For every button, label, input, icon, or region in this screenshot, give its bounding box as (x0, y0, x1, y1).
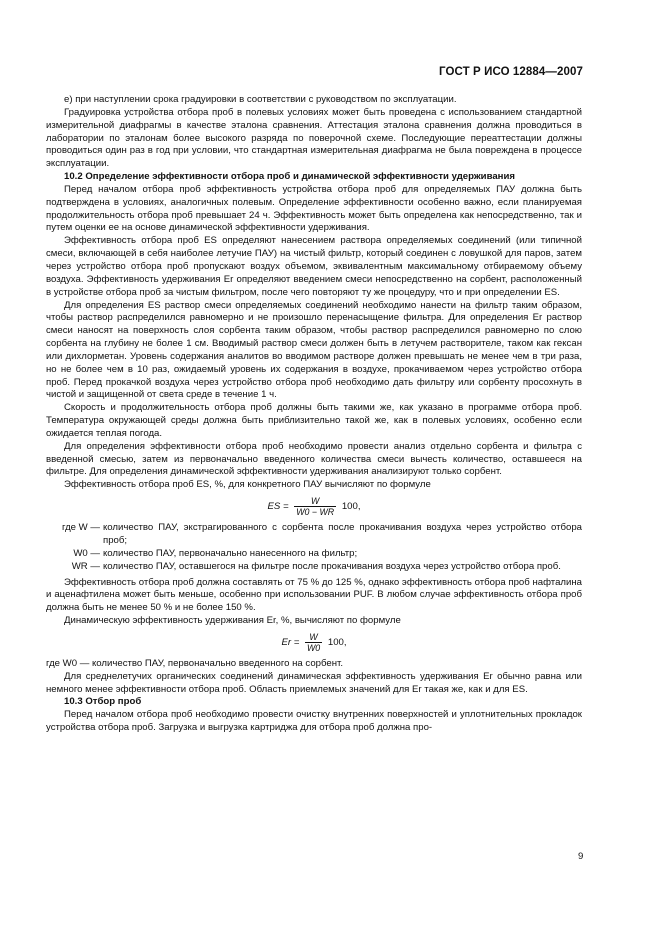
paragraph: Скорость и продолжительность отбора проб должны быть такими же, как указано в программе отбора проб. Температура окружающей среды должна быть приблизительно такой же, как в полевых условиях, особенно если ожидается теплая погода. (46, 402, 582, 439)
formula-es (46, 496, 582, 517)
definition-item (46, 548, 582, 561)
paragraph: Перед началом отбора проб эффективность устройства отбора проб для определяемых ПАУ должна быть подтверждена в условиях, аналогичных полевым. Определение эффективности особенно важно, если планируемая продолжительность отбора проб превышает 24 ч. Эффективность может быть определена как непосредственно, так и путем оценки ее на основе динамической эффективности удерживания. (46, 183, 582, 234)
formula-er (46, 632, 582, 653)
formula-fraction (294, 496, 336, 517)
section-heading-10-3: 10.3 Отбор проб (64, 696, 142, 708)
formula-lhs: ES = (267, 501, 289, 513)
paragraph: Эффективность отбора проб должна составлять от 75 % до 125 %, однако эффективность отбора проб нафталина и аценафтилена может быть меньше, особенно при использовании PUF. В любом случае эффективность отбора проб должна быть не менее 50 % и не более 150 %. (46, 576, 582, 614)
list-item-e: е) при наступлении срока градуировки в соответствии с руководством по эксплуатации. (64, 94, 457, 105)
definition-item (46, 522, 582, 548)
standard-header: ГОСТ Р ИСО 12884—2007 (438, 66, 583, 78)
paragraph: Для определения ES раствор смеси определяемых соединений необходимо нанести на фильтр таким образом, чтобы раствор распределился равномерно и не произошло перенасыщение фильтра. Для определения Er раствор смеси наносят на поверхность слоя сорбента таким образом, чтобы раствор распределился равномерно по слою сорбента на глубину не более 1 см. Вводимый раствор смеси должен быть в летучем растворителе, таком как гексан или дихлорметан. Уровень содержания аналитов во вводимом растворе должен превышать не менее чем в три раза, но не более чем в 10 раз, ожидаемый уровень их содержания в воздухе, прокачиваемом через устройство отбора проб. Перед прокачкой воздуха через устройство отбора проб необходимо дать фильтру или сорбенту просохнуть в чистой и защищенной от света среде в течение 1 ч. (46, 299, 582, 401)
paragraph: Градуировка устройства отбора проб в полевых условиях может быть проведена с использованием стандартной измерительной диафрагмы в качестве эталона сравнения. Аттестация эталона сравнения должна проводиться в лаборатории по эталонам более высокого разряда по поверочной схеме. Последующие переаттестации должны проводиться один раз в год при условии, что стандартная измерительная диафрагма не была повреждена в процессе эксплуатации. (46, 106, 582, 170)
definition-w0: где W0 — количество ПАУ, первоначально введенного на сорбент. (46, 657, 344, 669)
paragraph: Эффективность отбора проб ES определяют нанесением раствора определяемых соединений (или типичной смеси, включающей в себя наиболее летучие ПАУ) на чистый фильтр, который соединен с ловушкой для паров, затем через устройство отбора проб пропускают воздух объемом, эквивалентным максимальному отбираемому объему воздуха. Эффективность удерживания Er определяют введением смеси непосредственно на сорбент, расположенный в устройстве отбора проб за чистым фильтром, после чего повторяют ту же процедуру, что и при определении ES. (46, 235, 582, 298)
paragraph: Перед началом отбора проб необходимо провести очистку внутренних поверхностей и уплотнительных прокладок устройства отбора проб. Загрузка и выгрузка картриджа для отбора проб должна про- (46, 709, 582, 734)
definition-symbol: W0 — (73, 547, 100, 559)
formula-denominator: W0 (306, 642, 321, 653)
definition-text: количество ПАУ, экстрагированного с сорбента после прокачивания воздуха через устройство отбора проб; (103, 522, 582, 546)
definitions-list (46, 522, 582, 573)
definition-symbol: где W — (62, 522, 100, 534)
page-number: 9 (578, 851, 584, 862)
paragraph: Динамическую эффективность удерживания Er, %, вычисляют по формуле (64, 615, 401, 627)
definition-symbol: WR — (71, 560, 100, 572)
formula-numerator: W (294, 496, 336, 507)
definition-text: количество ПАУ, первоначально нанесенного на фильтр; (103, 547, 358, 559)
formula-fraction (305, 632, 322, 653)
formula-rhs: 100, (341, 501, 361, 513)
formula-denominator: W0 − WR (296, 507, 335, 518)
paragraph: Эффективность отбора проб ES, %, для конкретного ПАУ вычисляют по формуле (64, 479, 431, 491)
page-content (46, 94, 582, 735)
paragraph: Для среднелетучих органических соединений динамическая эффективность удерживания Er обычно равна или немного менее эффективности отбора проб. Область приемлемых значений для Er такая же, как и для ES. (46, 670, 582, 695)
formula-numerator: W (305, 632, 322, 643)
definition-item (46, 561, 582, 574)
section-heading-10-2: 10.2 Определение эффективности отбора проб и динамической эффективности удерживания (64, 171, 515, 183)
paragraph: Для определения эффективности отбора проб необходимо провести анализ отдельно сорбента и фильтра с введенной смесью, затем из первоначально введенного количества смеси вычесть количество, оставшееся на фильтре. Для определения динамической эффективности удерживания анализируют только сорбент. (46, 440, 582, 478)
formula-rhs: 100, (327, 636, 347, 648)
formula-lhs: Er = (281, 636, 300, 648)
definition-text: количество ПАУ, оставшегося на фильтре после прокачивания воздуха через устройство отбора проб. (103, 560, 561, 572)
